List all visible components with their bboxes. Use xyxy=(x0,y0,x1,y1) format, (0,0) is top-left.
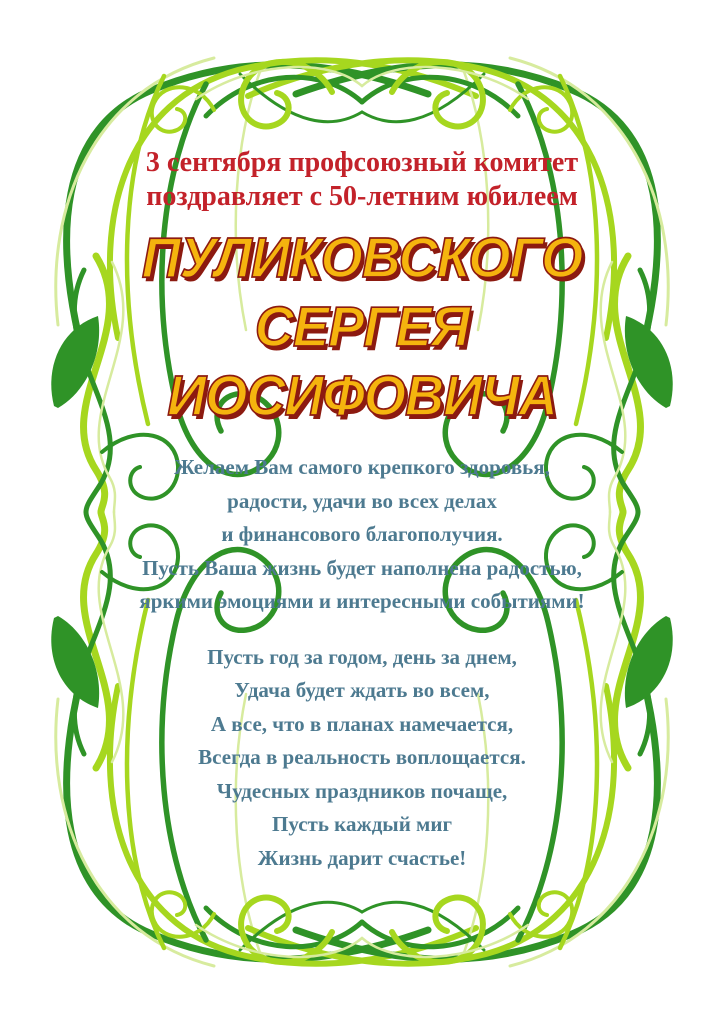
wish-line: Пусть каждый миг xyxy=(272,812,452,836)
wish-line: и финансового благополучия. xyxy=(221,522,503,546)
wish-line: Удача будет ждать во всем, xyxy=(234,678,490,702)
honoree-first-name: СЕРГЕЯ xyxy=(254,295,470,359)
announcement-line-2: поздравляет с 50-летним юбилеем xyxy=(146,181,578,212)
wish-line: А все, что в планах намечается, xyxy=(210,711,514,736)
wish-line: Чудесных праздников почаще, xyxy=(216,778,508,803)
wishes-text xyxy=(0,451,724,875)
wish-line: яркими эмоциями и интересными событиями! xyxy=(139,589,585,613)
announcement-line-1: 3 сентября профсоюзный комитет xyxy=(145,147,579,178)
announcement-text xyxy=(0,146,724,214)
wish-line: радости, удачи во всех делах xyxy=(227,488,497,513)
wish-line: Всегда в реальность воплощается. xyxy=(198,745,526,769)
honoree-patronymic: ИОСИФОВИЧА xyxy=(167,364,557,428)
wish-line: Желаем Вам самого крепкого здоровья, xyxy=(174,455,550,479)
wish-line: Пусть Ваша жизнь будет наполнена радостью, xyxy=(142,555,582,580)
wish-line: Жизнь дарит счастье! xyxy=(257,845,467,870)
wish-line: Пусть год за годом, день за днем, xyxy=(207,644,517,669)
wishes-paragraph-1 xyxy=(0,451,724,619)
honoree-name xyxy=(0,224,724,431)
honoree-surname: ПУЛИКОВСКОГО xyxy=(141,226,583,290)
wishes-paragraph-2 xyxy=(0,641,724,876)
